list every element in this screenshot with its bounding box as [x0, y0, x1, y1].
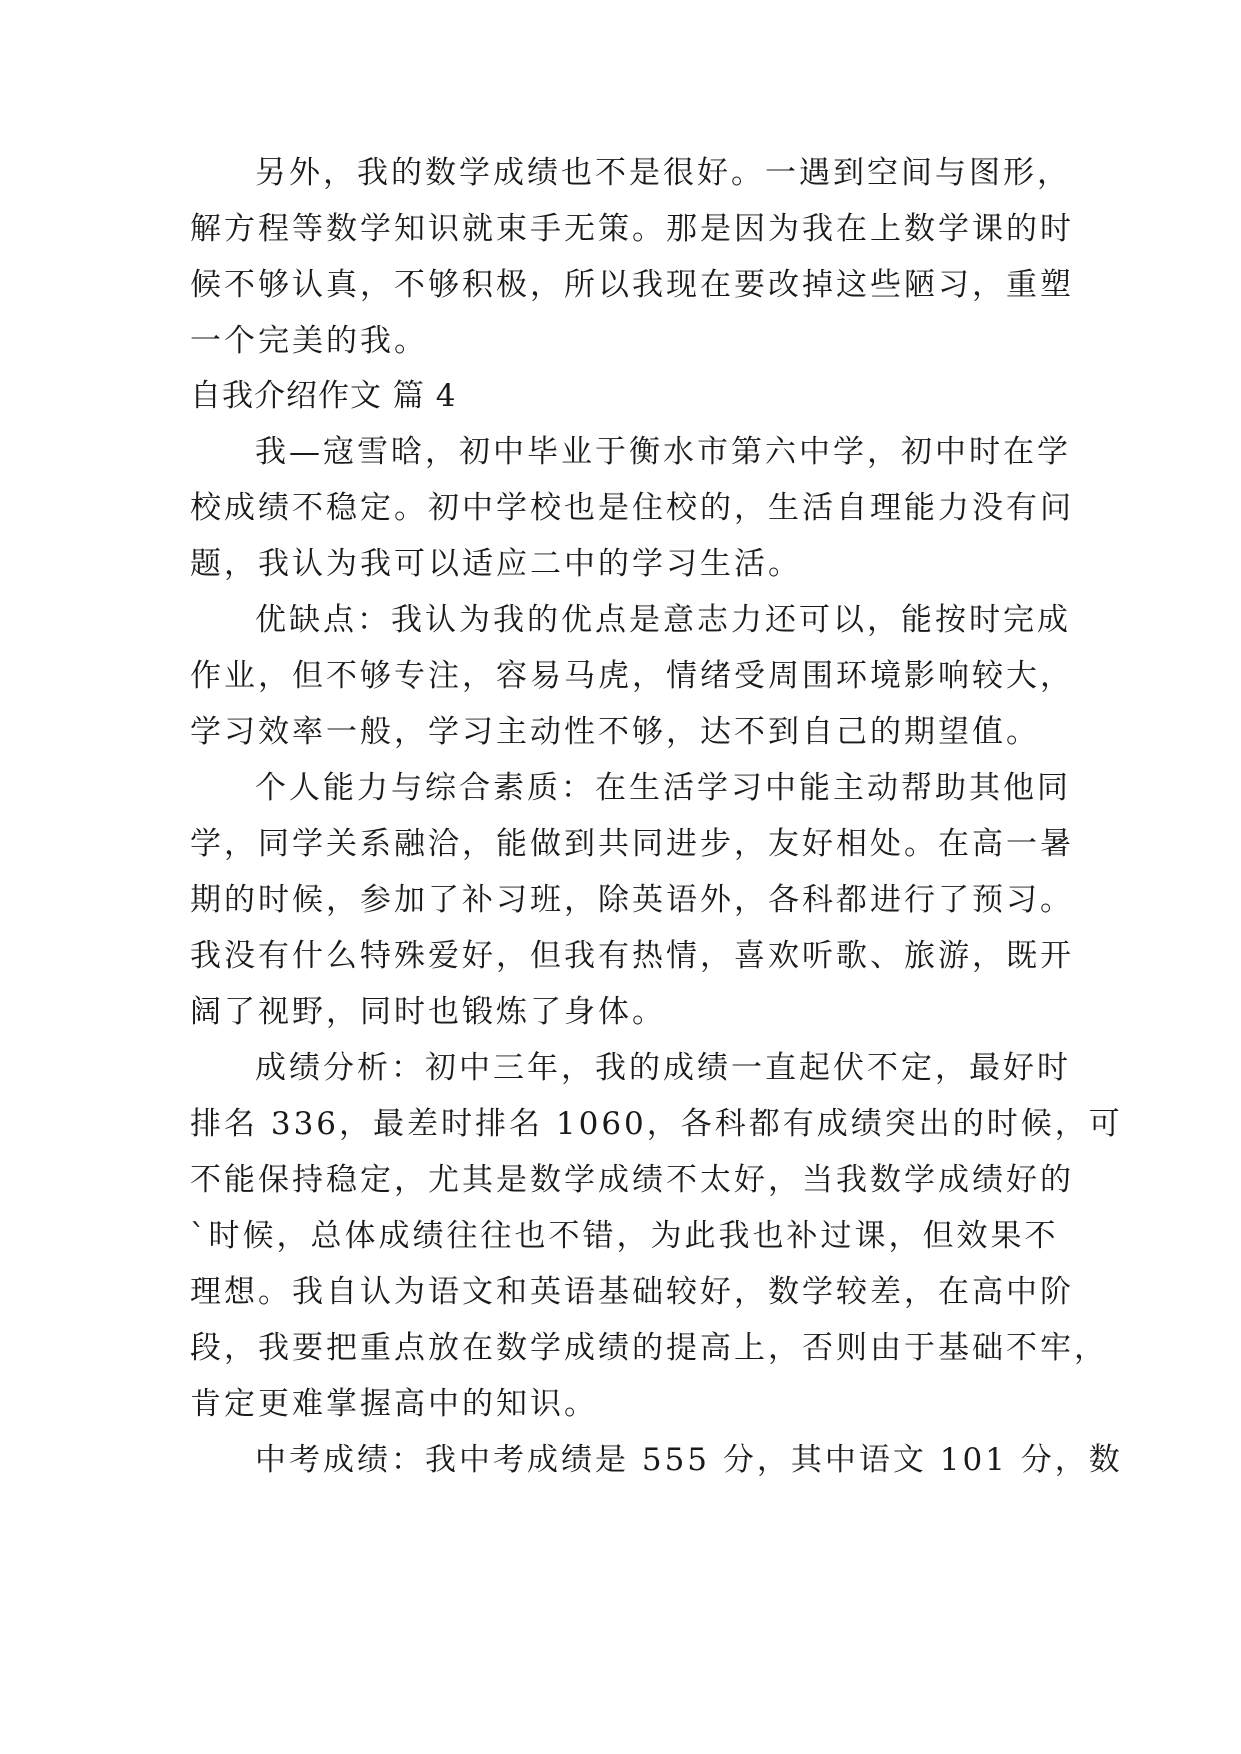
paragraph-line: 作业，但不够专注，容易马虎，情绪受周围环境影响较大，: [190, 658, 1074, 694]
paragraph-line: 我没有什么特殊爱好，但我有热情，喜欢听歌、旅游，既开: [190, 938, 1074, 974]
paragraph-line: 解方程等数学知识就束手无策。那是因为我在上数学课的时: [190, 211, 1074, 247]
paragraph-line: 候不够认真，不够积极，所以我现在要改掉这些陋习，重塑: [190, 267, 1074, 303]
paragraph-line: 个人能力与综合素质：在生活学习中能主动帮助其他同: [255, 770, 1071, 806]
paragraph-line: 期的时候，参加了补习班，除英语外，各科都进行了预习。: [190, 882, 1074, 918]
paragraph-line: 题，我认为我可以适应二中的学习生活。: [190, 546, 802, 582]
paragraph-line: 我—寇雪晗，初中毕业于衡水市第六中学，初中时在学: [255, 434, 1071, 470]
paragraph-line: 段，我要把重点放在数学成绩的提高上，否则由于基础不牢，: [190, 1330, 1108, 1366]
paragraph-line: `时候，总体成绩往往也不错，为此我也补过课，但效果不: [190, 1218, 1059, 1254]
paragraph-line: 理想。我自认为语文和英语基础较好，数学较差，在高中阶: [190, 1274, 1074, 1310]
paragraph-line: 校成绩不稳定。初中学校也是住校的，生活自理能力没有问: [190, 490, 1074, 526]
paragraph-line: 另外，我的数学成绩也不是很好。一遇到空间与图形，: [255, 155, 1071, 191]
paragraph-line: 成绩分析：初中三年，我的成绩一直起伏不定，最好时: [255, 1050, 1071, 1086]
paragraph-line: 肯定更难掌握高中的知识。: [190, 1386, 598, 1422]
paragraph-line: 排名 336，最差时排名 1060，各科都有成绩突出的时候，可: [190, 1106, 1123, 1142]
paragraph-line: 不能保持稳定，尤其是数学成绩不太好，当我数学成绩好的: [190, 1162, 1074, 1198]
paragraph-line: 优缺点：我认为我的优点是意志力还可以，能按时完成: [255, 602, 1071, 638]
section-heading: 自我介绍作文 篇 4: [190, 378, 457, 414]
paragraph-line: 学，同学关系融洽，能做到共同进步，友好相处。在高一暑: [190, 826, 1074, 862]
paragraph-line: 阔了视野，同时也锻炼了身体。: [190, 994, 666, 1030]
paragraph-line: 学习效率一般，学习主动性不够，达不到自己的期望值。: [190, 714, 1040, 750]
paragraph-line: 一个完美的我。: [190, 323, 428, 359]
paragraph-line: 中考成绩：我中考成绩是 555 分，其中语文 101 分，数: [255, 1442, 1123, 1478]
